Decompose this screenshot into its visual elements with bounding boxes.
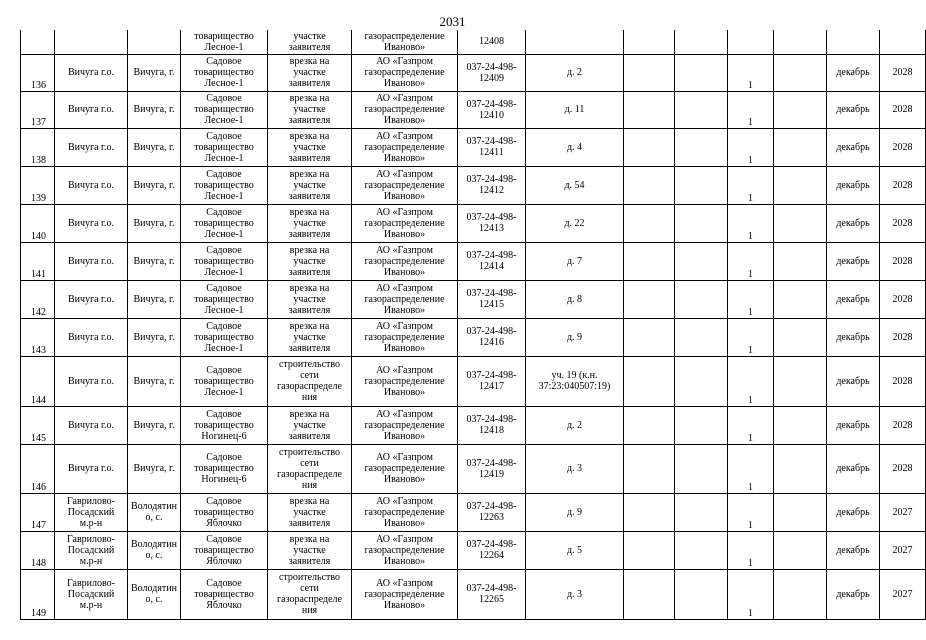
work-type-cell: врезка на участке заявителя	[268, 91, 352, 128]
month-cell: декабрь	[827, 54, 880, 91]
organization-cell: АО «Газпром газораспределение Иваново»	[352, 356, 458, 406]
row-number: 147	[21, 493, 55, 531]
column-10-cell	[675, 280, 728, 318]
row-number: 136	[21, 54, 55, 91]
settlement-cell: Вичуга, г.	[128, 318, 181, 356]
address-cell: д. 9	[526, 493, 624, 531]
column-9-cell	[624, 242, 675, 280]
row-number: 139	[21, 166, 55, 204]
column-12-cell	[774, 166, 827, 204]
work-type-cell: строительство сети газораспределе ния	[268, 356, 352, 406]
address-cell: д. 11	[526, 91, 624, 128]
row-number: 137	[21, 91, 55, 128]
column-10-cell	[675, 444, 728, 493]
count-cell: 1	[728, 444, 774, 493]
column-10-cell	[675, 493, 728, 531]
column-12-cell	[774, 356, 827, 406]
work-type-cell: строительство сети газораспределе ния	[268, 569, 352, 619]
organization-cell: АО «Газпром газораспределение Иваново»	[352, 493, 458, 531]
table-row	[21, 406, 926, 444]
month-cell: декабрь	[827, 91, 880, 128]
address-cell: д. 3	[526, 569, 624, 619]
year-cell: 2028	[880, 406, 926, 444]
district-cell: Вичуга г.о.	[55, 280, 128, 318]
column-10-cell	[675, 242, 728, 280]
year-cell: 2028	[880, 54, 926, 91]
table-row	[21, 30, 926, 54]
district-cell: Вичуга г.о.	[55, 242, 128, 280]
table-row	[21, 493, 926, 531]
column-10-cell	[675, 54, 728, 91]
work-type-cell: врезка на участке заявителя	[268, 128, 352, 166]
year-cell: 2028	[880, 356, 926, 406]
count-cell: 1	[728, 242, 774, 280]
count-cell: 1	[728, 166, 774, 204]
row-number: 146	[21, 444, 55, 493]
settlement-cell: Вичуга, г.	[128, 128, 181, 166]
table-row	[21, 531, 926, 569]
column-9-cell	[624, 569, 675, 619]
column-9-cell	[624, 444, 675, 493]
month-cell: декабрь	[827, 204, 880, 242]
gas-connection-table	[20, 30, 926, 620]
work-type-cell: врезка на участке заявителя	[268, 318, 352, 356]
work-type-cell: врезка на участке заявителя	[268, 166, 352, 204]
row-number: 143	[21, 318, 55, 356]
address-cell: д. 2	[526, 406, 624, 444]
month-cell	[827, 30, 880, 54]
column-9-cell	[624, 493, 675, 531]
code-cell: 12408	[458, 30, 526, 54]
organization-cell: АО «Газпром газораспределение Иваново»	[352, 128, 458, 166]
row-number: 145	[21, 406, 55, 444]
address-cell: д. 54	[526, 166, 624, 204]
work-type-cell: врезка на участке заявителя	[268, 242, 352, 280]
column-9-cell	[624, 128, 675, 166]
year-cell: 2028	[880, 444, 926, 493]
object-cell: товарищество Лесное-1	[181, 30, 268, 54]
table-row	[21, 242, 926, 280]
object-cell: Садовое товарищество Лесное-1	[181, 166, 268, 204]
column-9-cell	[624, 406, 675, 444]
row-number: 142	[21, 280, 55, 318]
year-cell: 2028	[880, 91, 926, 128]
count-cell: 1	[728, 493, 774, 531]
table-row	[21, 356, 926, 406]
column-12-cell	[774, 204, 827, 242]
year-cell	[880, 30, 926, 54]
year-cell: 2028	[880, 242, 926, 280]
column-10-cell	[675, 356, 728, 406]
table-row	[21, 318, 926, 356]
count-cell: 1	[728, 204, 774, 242]
object-cell: Садовое товарищество Лесное-1	[181, 242, 268, 280]
column-9-cell	[624, 204, 675, 242]
address-cell: уч. 19 (к.н. 37:23:040507:19)	[526, 356, 624, 406]
code-cell: 037-24-498- 12416	[458, 318, 526, 356]
month-cell: декабрь	[827, 444, 880, 493]
month-cell: декабрь	[827, 242, 880, 280]
organization-cell: АО «Газпром газораспределение Иваново»	[352, 569, 458, 619]
table-row	[21, 204, 926, 242]
address-cell: д. 22	[526, 204, 624, 242]
count-cell: 1	[728, 531, 774, 569]
settlement-cell: Вичуга, г.	[128, 444, 181, 493]
work-type-cell: врезка на участке заявителя	[268, 204, 352, 242]
work-type-cell: строительство сети газораспределе ния	[268, 444, 352, 493]
work-type-cell: врезка на участке заявителя	[268, 531, 352, 569]
organization-cell: АО «Газпром газораспределение Иваново»	[352, 91, 458, 128]
code-cell: 037-24-498- 12413	[458, 204, 526, 242]
column-10-cell	[675, 204, 728, 242]
district-cell: Гаврилово- Посадский м.р-н	[55, 493, 128, 531]
column-10-cell	[675, 166, 728, 204]
count-cell: 1	[728, 569, 774, 619]
table-row	[21, 128, 926, 166]
object-cell: Садовое товарищество Лесное-1	[181, 128, 268, 166]
district-cell: Вичуга г.о.	[55, 54, 128, 91]
settlement-cell: Володятин о, с.	[128, 493, 181, 531]
row-number: 140	[21, 204, 55, 242]
code-cell: 037-24-498- 12409	[458, 54, 526, 91]
organization-cell: АО «Газпром газораспределение Иваново»	[352, 54, 458, 91]
table-row	[21, 280, 926, 318]
district-cell: Вичуга г.о.	[55, 406, 128, 444]
object-cell: Садовое товарищество Ногинец-6	[181, 444, 268, 493]
address-cell: д. 9	[526, 318, 624, 356]
row-number	[21, 30, 55, 54]
year-cell: 2027	[880, 493, 926, 531]
month-cell: декабрь	[827, 493, 880, 531]
year-cell: 2028	[880, 318, 926, 356]
column-12-cell	[774, 30, 827, 54]
column-9-cell	[624, 356, 675, 406]
address-cell: д. 5	[526, 531, 624, 569]
district-cell: Вичуга г.о.	[55, 318, 128, 356]
settlement-cell: Вичуга, г.	[128, 204, 181, 242]
column-9-cell	[624, 318, 675, 356]
object-cell: Садовое товарищество Лесное-1	[181, 91, 268, 128]
column-9-cell	[624, 531, 675, 569]
settlement-cell: Вичуга, г.	[128, 54, 181, 91]
column-12-cell	[774, 242, 827, 280]
organization-cell: АО «Газпром газораспределение Иваново»	[352, 242, 458, 280]
count-cell: 1	[728, 91, 774, 128]
district-cell: Вичуга г.о.	[55, 166, 128, 204]
month-cell: декабрь	[827, 531, 880, 569]
row-number: 148	[21, 531, 55, 569]
settlement-cell: Вичуга, г.	[128, 356, 181, 406]
settlement-cell	[128, 30, 181, 54]
object-cell: Садовое товарищество Ногинец-6	[181, 406, 268, 444]
column-12-cell	[774, 280, 827, 318]
object-cell: Садовое товарищество Яблочко	[181, 493, 268, 531]
district-cell: Вичуга г.о.	[55, 128, 128, 166]
object-cell: Садовое товарищество Яблочко	[181, 569, 268, 619]
column-12-cell	[774, 318, 827, 356]
column-9-cell	[624, 91, 675, 128]
code-cell: 037-24-498- 12414	[458, 242, 526, 280]
work-type-cell: участке заявителя	[268, 30, 352, 54]
row-number: 149	[21, 569, 55, 619]
year-cell: 2027	[880, 531, 926, 569]
column-12-cell	[774, 406, 827, 444]
row-number: 138	[21, 128, 55, 166]
address-cell: д. 3	[526, 444, 624, 493]
district-cell: Вичуга г.о.	[55, 91, 128, 128]
table-row	[21, 444, 926, 493]
settlement-cell: Вичуга, г.	[128, 406, 181, 444]
column-12-cell	[774, 54, 827, 91]
organization-cell: АО «Газпром газораспределение Иваново»	[352, 318, 458, 356]
code-cell: 037-24-498- 12410	[458, 91, 526, 128]
column-12-cell	[774, 444, 827, 493]
column-9-cell	[624, 166, 675, 204]
column-10-cell	[675, 318, 728, 356]
address-cell: д. 8	[526, 280, 624, 318]
table-row	[21, 569, 926, 619]
column-9-cell	[624, 54, 675, 91]
object-cell: Садовое товарищество Лесное-1	[181, 356, 268, 406]
row-number: 144	[21, 356, 55, 406]
organization-cell: АО «Газпром газораспределение Иваново»	[352, 406, 458, 444]
column-10-cell	[675, 30, 728, 54]
organization-cell: газораспределение Иваново»	[352, 30, 458, 54]
month-cell: декабрь	[827, 569, 880, 619]
code-cell: 037-24-498- 12418	[458, 406, 526, 444]
settlement-cell: Вичуга, г.	[128, 280, 181, 318]
district-cell: Вичуга г.о.	[55, 204, 128, 242]
settlement-cell: Володятин о, с.	[128, 569, 181, 619]
column-12-cell	[774, 569, 827, 619]
table-row	[21, 91, 926, 128]
settlement-cell: Вичуга, г.	[128, 242, 181, 280]
organization-cell: АО «Газпром газораспределение Иваново»	[352, 444, 458, 493]
month-cell: декабрь	[827, 356, 880, 406]
column-12-cell	[774, 493, 827, 531]
code-cell: 037-24-498- 12417	[458, 356, 526, 406]
code-cell: 037-24-498- 12415	[458, 280, 526, 318]
district-cell: Вичуга г.о.	[55, 356, 128, 406]
code-cell: 037-24-498- 12412	[458, 166, 526, 204]
settlement-cell: Вичуга, г.	[128, 166, 181, 204]
month-cell: декабрь	[827, 318, 880, 356]
object-cell: Садовое товарищество Лесное-1	[181, 280, 268, 318]
address-cell: д. 4	[526, 128, 624, 166]
count-cell: 1	[728, 280, 774, 318]
column-10-cell	[675, 91, 728, 128]
count-cell: 1	[728, 406, 774, 444]
address-cell: д. 7	[526, 242, 624, 280]
column-9-cell	[624, 280, 675, 318]
code-cell: 037-24-498- 12264	[458, 531, 526, 569]
table-row	[21, 166, 926, 204]
count-cell: 1	[728, 128, 774, 166]
district-cell: Гаврилово- Посадский м.р-н	[55, 569, 128, 619]
year-cell: 2028	[880, 166, 926, 204]
count-cell: 1	[728, 318, 774, 356]
month-cell: декабрь	[827, 128, 880, 166]
address-cell	[526, 30, 624, 54]
month-cell: декабрь	[827, 280, 880, 318]
work-type-cell: врезка на участке заявителя	[268, 280, 352, 318]
object-cell: Садовое товарищество Лесное-1	[181, 318, 268, 356]
organization-cell: АО «Газпром газораспределение Иваново»	[352, 531, 458, 569]
district-cell	[55, 30, 128, 54]
column-10-cell	[675, 406, 728, 444]
column-12-cell	[774, 128, 827, 166]
work-type-cell: врезка на участке заявителя	[268, 493, 352, 531]
count-cell	[728, 30, 774, 54]
column-10-cell	[675, 531, 728, 569]
object-cell: Садовое товарищество Лесное-1	[181, 54, 268, 91]
work-type-cell: врезка на участке заявителя	[268, 406, 352, 444]
settlement-cell: Володятин о, с.	[128, 531, 181, 569]
year-cell: 2027	[880, 569, 926, 619]
district-cell: Вичуга г.о.	[55, 444, 128, 493]
column-10-cell	[675, 569, 728, 619]
year-cell: 2028	[880, 280, 926, 318]
code-cell: 037-24-498- 12411	[458, 128, 526, 166]
organization-cell: АО «Газпром газораспределение Иваново»	[352, 204, 458, 242]
column-12-cell	[774, 531, 827, 569]
object-cell: Садовое товарищество Лесное-1	[181, 204, 268, 242]
page-number: 2031	[439, 14, 466, 29]
district-cell: Гаврилово- Посадский м.р-н	[55, 531, 128, 569]
month-cell: декабрь	[827, 166, 880, 204]
organization-cell: АО «Газпром газораспределение Иваново»	[352, 166, 458, 204]
code-cell: 037-24-498- 12419	[458, 444, 526, 493]
count-cell: 1	[728, 54, 774, 91]
object-cell: Садовое товарищество Яблочко	[181, 531, 268, 569]
column-9-cell	[624, 30, 675, 54]
column-10-cell	[675, 128, 728, 166]
row-number: 141	[21, 242, 55, 280]
month-cell: декабрь	[827, 406, 880, 444]
year-cell: 2028	[880, 204, 926, 242]
table-row	[21, 54, 926, 91]
settlement-cell: Вичуга, г.	[128, 91, 181, 128]
work-type-cell: врезка на участке заявителя	[268, 54, 352, 91]
column-12-cell	[774, 91, 827, 128]
organization-cell: АО «Газпром газораспределение Иваново»	[352, 280, 458, 318]
code-cell: 037-24-498- 12263	[458, 493, 526, 531]
code-cell: 037-24-498- 12265	[458, 569, 526, 619]
address-cell: д. 2	[526, 54, 624, 91]
year-cell: 2028	[880, 128, 926, 166]
count-cell: 1	[728, 356, 774, 406]
